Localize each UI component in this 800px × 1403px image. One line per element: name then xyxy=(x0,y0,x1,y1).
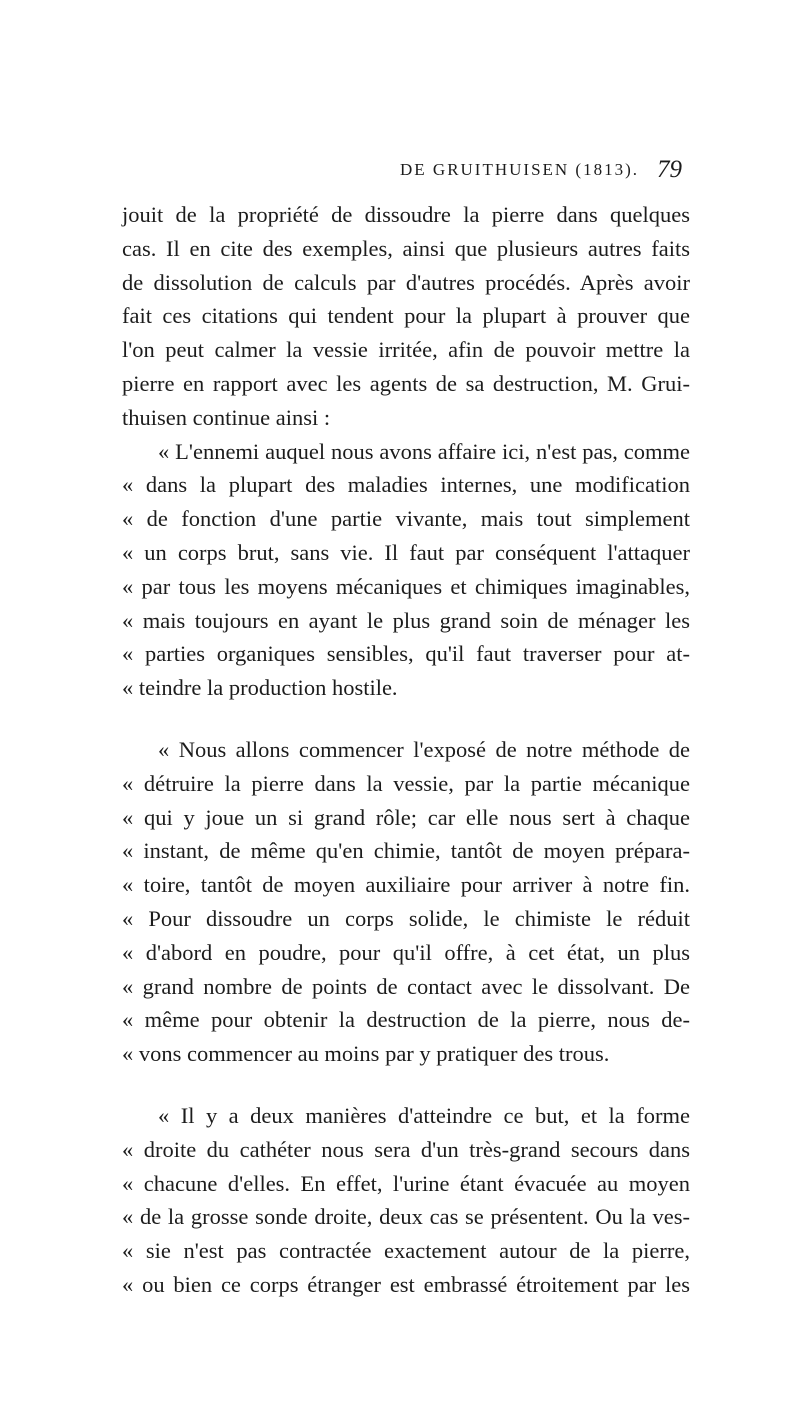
text-line: « un corps brut, sans vie. Il faut par conséquent l'attaquer xyxy=(122,539,690,565)
text-line: pierre en rapport avec les agents de sa destruction, M. Grui- xyxy=(122,370,690,396)
body-text xyxy=(122,198,690,1302)
text-line: « qui y joue un si grand rôle; car elle nous sert à chaque xyxy=(122,804,690,830)
text-line: « instant, de même qu'en chimie, tantôt de moyen prépara- xyxy=(122,838,690,864)
text-line: l'on peut calmer la vessie irritée, afin de pouvoir mettre la xyxy=(122,337,690,363)
page-number: 79 xyxy=(657,156,682,183)
text-line: de dissolution de calculs par d'autres procédés. Après avoir xyxy=(122,269,690,295)
text-line: cas. Il en cite des exemples, ainsi que plusieurs autres faits xyxy=(122,235,690,261)
text-line: fait ces citations qui tendent pour la plupart à prouver que xyxy=(122,303,690,329)
running-head xyxy=(0,156,800,200)
text-line: jouit de la propriété de dissoudre la pierre dans quelques xyxy=(122,202,690,227)
running-title: DE GRUITHUISEN (1813). xyxy=(400,160,640,179)
text-line: « par tous les moyens mécaniques et chimiques imaginables, xyxy=(122,573,690,599)
text-line: « chacune d'elles. En effet, l'urine étant évacuée au moyen xyxy=(122,1170,690,1196)
text-line: « mais toujours en ayant le plus grand soin de ménager les xyxy=(122,607,690,633)
text-line: « de fonction d'une partie vivante, mais tout simplement xyxy=(122,506,690,532)
text-line: « de la grosse sonde droite, deux cas se présentent. Ou la ves- xyxy=(122,1204,690,1230)
text-line: « droite du cathéter nous sera d'un très-grand secours dans xyxy=(122,1136,690,1162)
text-line: thuisen continue ainsi : xyxy=(122,404,331,430)
text-line: « Pour dissoudre un corps solide, le chimiste le réduit xyxy=(122,905,690,931)
text-line: « Nous allons commencer l'exposé de notre méthode de xyxy=(158,736,690,762)
paragraph-gap xyxy=(122,705,690,733)
text-line: « Il y a deux manières d'atteindre ce but, et la forme xyxy=(158,1102,690,1128)
text-line: « d'abord en poudre, pour qu'il offre, à cet état, un plus xyxy=(122,939,690,965)
paragraph-gap xyxy=(122,1071,690,1099)
text-line: « détruire la pierre dans la vessie, par la partie mécanique xyxy=(122,770,690,796)
text-line: « toire, tantôt de moyen auxiliaire pour arriver à notre fin. xyxy=(122,872,690,898)
text-line: « parties organiques sensibles, qu'il faut traverser pour at- xyxy=(122,641,690,667)
text-line: « vons commencer au moins par y pratiquer des trous. xyxy=(122,1041,610,1067)
text-line: « dans la plupart des maladies internes, une modification xyxy=(122,472,690,498)
text-line: « teindre la production hostile. xyxy=(122,675,398,701)
text-line: « sie n'est pas contractée exactement autour de la pierre, xyxy=(122,1238,690,1264)
text-line: « ou bien ce corps étranger est embrassé étroitement par les xyxy=(122,1271,690,1297)
text-line: « L'ennemi auquel nous avons affaire ici, n'est pas, comme xyxy=(158,438,690,464)
text-line: « même pour obtenir la destruction de la pierre, nous de- xyxy=(122,1007,690,1033)
text-line: « grand nombre de points de contact avec le dissolvant. De xyxy=(122,973,690,999)
